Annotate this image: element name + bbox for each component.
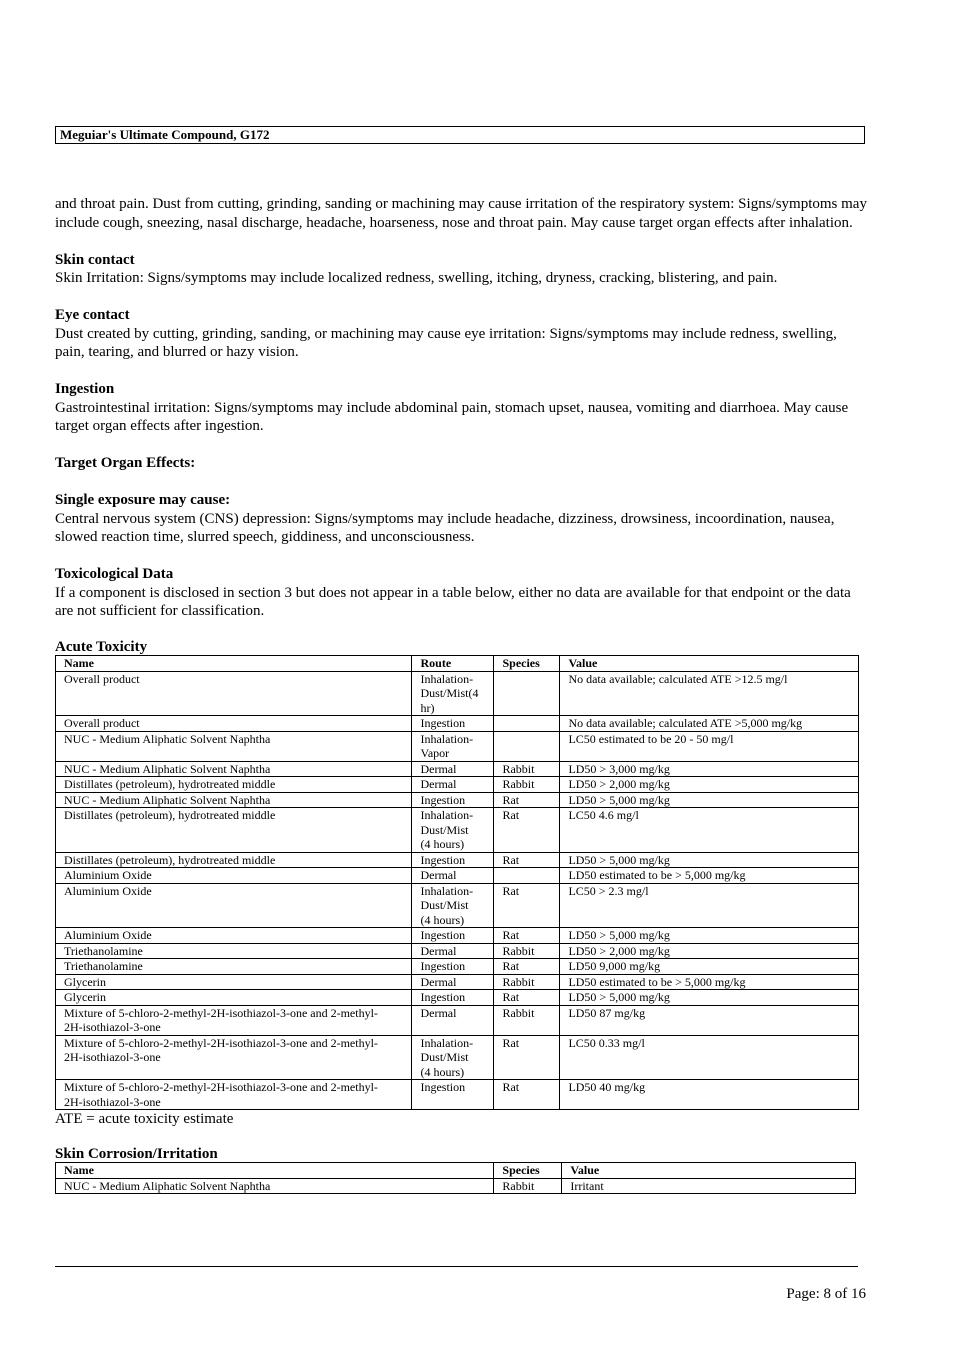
- cell-name: Mixture of 5-chloro-2-methyl-2H-isothiazol-3-one and 2-methyl- 2H-isothiazol-3-one: [56, 1005, 412, 1035]
- cell-species: Rabbit: [494, 1178, 562, 1194]
- cell-species: Rabbit: [494, 1005, 560, 1035]
- table-row: [56, 943, 859, 959]
- tox-data-heading: Toxicological Data: [55, 566, 174, 582]
- cell-route: Dermal: [412, 943, 494, 959]
- cell-name: Aluminium Oxide: [56, 883, 412, 928]
- cell-name: Overall product: [56, 716, 412, 732]
- skin-corrosion-section: [55, 1146, 870, 1194]
- skin-contact-section: [55, 251, 870, 288]
- cell-value: No data available; calculated ATE >5,000 mg/kg: [560, 716, 859, 732]
- cell-species: Rabbit: [494, 974, 560, 990]
- skin-corrosion-rows: [56, 1178, 856, 1194]
- cell-route: Inhalation- Vapor: [412, 731, 494, 761]
- cell-name: Distillates (petroleum), hydrotreated middle: [56, 808, 412, 853]
- table-row: [56, 808, 859, 853]
- cell-species: [494, 716, 560, 732]
- cell-value: LD50 9,000 mg/kg: [560, 959, 859, 975]
- ate-footnote: ATE = acute toxicity estimate: [55, 1111, 234, 1127]
- cell-value: LD50 > 2,000 mg/kg: [560, 943, 859, 959]
- ingestion-section: [55, 380, 870, 436]
- table-row: [56, 852, 859, 868]
- column-header-route: Route: [412, 656, 494, 672]
- table-row: [56, 671, 859, 716]
- table-row: [56, 974, 859, 990]
- table-row: [56, 883, 859, 928]
- ingestion-text: Gastrointestinal irritation: Signs/symptoms may include abdominal pain, stomach upset, nausea, vomiting and diarrhoea. May cause target organ effects after ingestion.: [55, 399, 849, 434]
- column-header-value: Value: [560, 656, 859, 672]
- cell-value: LD50 > 5,000 mg/kg: [560, 990, 859, 1006]
- cell-value: LC50 estimated to be 20 - 50 mg/l: [560, 731, 859, 761]
- skin-corrosion-table: [55, 1162, 856, 1194]
- cell-value: LD50 87 mg/kg: [560, 1005, 859, 1035]
- table-row: [56, 731, 859, 761]
- eye-contact-text: Dust created by cutting, grinding, sanding, or machining may cause eye irritation: Signs/symptoms may include redness, swelling, pain, tearing, and blurred or hazy vision.: [55, 325, 837, 360]
- cell-value: LC50 > 2.3 mg/l: [560, 883, 859, 928]
- cell-route: Ingestion: [412, 716, 494, 732]
- cell-species: Rat: [494, 792, 560, 808]
- table-row: [56, 990, 859, 1006]
- cell-name: NUC - Medium Aliphatic Solvent Naphtha: [56, 731, 412, 761]
- table-row: [56, 1035, 859, 1080]
- cell-name: NUC - Medium Aliphatic Solvent Naphtha: [56, 792, 412, 808]
- cell-species: Rat: [494, 808, 560, 853]
- target-organ-heading: Target Organ Effects:: [55, 455, 196, 471]
- cell-value: LC50 4.6 mg/l: [560, 808, 859, 853]
- document-body: [55, 195, 870, 1194]
- tox-data-text: If a component is disclosed in section 3 but does not appear in a table below, either no data are available for that endpoint or the data are not sufficient for classification.: [55, 584, 851, 619]
- cell-species: [494, 731, 560, 761]
- cell-species: Rat: [494, 1080, 560, 1110]
- tox-data-section: [55, 565, 870, 621]
- cell-value: Irritant: [562, 1178, 856, 1194]
- footer-divider: [55, 1266, 858, 1267]
- eye-contact-section: [55, 306, 870, 362]
- cell-route: Ingestion: [412, 990, 494, 1006]
- single-exposure-text: Central nervous system (CNS) depression: Signs/symptoms may include headache, dizziness, drowsiness, incoordination, nausea, slowed reaction time, slurred speech, giddiness, and unconsciousness.: [55, 510, 835, 545]
- column-header-name: Name: [56, 656, 412, 672]
- table-row: [56, 868, 859, 884]
- cell-route: Ingestion: [412, 852, 494, 868]
- cell-species: [494, 671, 560, 716]
- cell-route: Ingestion: [412, 1080, 494, 1110]
- table-row: [56, 761, 859, 777]
- cell-species: [494, 868, 560, 884]
- table-row: [56, 777, 859, 793]
- table-header-row: [56, 656, 859, 672]
- cell-name: Distillates (petroleum), hydrotreated middle: [56, 852, 412, 868]
- cell-species: Rat: [494, 852, 560, 868]
- cell-route: Inhalation- Dust/Mist (4 hours): [412, 808, 494, 853]
- cell-value: LD50 > 3,000 mg/kg: [560, 761, 859, 777]
- table-row: [56, 1005, 859, 1035]
- table-row: [56, 928, 859, 944]
- cell-species: Rabbit: [494, 943, 560, 959]
- cell-name: Triethanolamine: [56, 959, 412, 975]
- cell-species: Rabbit: [494, 761, 560, 777]
- table-row: [56, 1178, 856, 1194]
- cell-species: Rat: [494, 1035, 560, 1080]
- cell-value: LD50 > 5,000 mg/kg: [560, 792, 859, 808]
- cell-route: Dermal: [412, 1005, 494, 1035]
- cell-route: Dermal: [412, 761, 494, 777]
- cell-name: Glycerin: [56, 974, 412, 990]
- cell-name: Aluminium Oxide: [56, 868, 412, 884]
- cell-value: LD50 estimated to be > 5,000 mg/kg: [560, 974, 859, 990]
- table-row: [56, 1080, 859, 1110]
- acute-toxicity-section: [55, 639, 870, 1128]
- cell-value: LC50 0.33 mg/l: [560, 1035, 859, 1080]
- product-title: Meguiar's Ultimate Compound, G172: [60, 127, 270, 142]
- cell-species: Rabbit: [494, 777, 560, 793]
- page-number: Page: 8 of 16: [786, 1286, 866, 1302]
- cell-name: Mixture of 5-chloro-2-methyl-2H-isothiazol-3-one and 2-methyl- 2H-isothiazol-3-one: [56, 1035, 412, 1080]
- cell-value: LD50 > 5,000 mg/kg: [560, 852, 859, 868]
- cell-species: Rat: [494, 959, 560, 975]
- cell-species: Rat: [494, 928, 560, 944]
- column-header-species: Species: [494, 656, 560, 672]
- cell-name: Glycerin: [56, 990, 412, 1006]
- cell-name: Aluminium Oxide: [56, 928, 412, 944]
- cell-route: Inhalation- Dust/Mist (4 hours): [412, 1035, 494, 1080]
- cell-route: Ingestion: [412, 928, 494, 944]
- cell-value: No data available; calculated ATE >12.5 mg/l: [560, 671, 859, 716]
- document-header: [55, 126, 865, 144]
- skin-corrosion-title: Skin Corrosion/Irritation: [55, 1146, 218, 1162]
- acute-toxicity-title: Acute Toxicity: [55, 639, 148, 655]
- column-header-species: Species: [494, 1163, 562, 1179]
- table-row: [56, 716, 859, 732]
- cell-name: Overall product: [56, 671, 412, 716]
- skin-contact-text: Skin Irritation: Signs/symptoms may include localized redness, swelling, itching, dryness, cracking, blistering, and pain.: [55, 270, 778, 286]
- cell-route: Dermal: [412, 974, 494, 990]
- acute-toxicity-table: [55, 655, 859, 1110]
- cell-route: Inhalation- Dust/Mist (4 hours): [412, 883, 494, 928]
- column-header-value: Value: [562, 1163, 856, 1179]
- table-header-row: [56, 1163, 856, 1179]
- cell-route: Dermal: [412, 777, 494, 793]
- cell-species: Rat: [494, 990, 560, 1006]
- ingestion-heading: Ingestion: [55, 381, 115, 397]
- intro-paragraph: and throat pain. Dust from cutting, grinding, sanding or machining may cause irritation of the respiratory system: Signs/symptoms may include cough, sneezing, nasal discharge, headache, hoarseness, nose and throat pain. May cause target organ effects after inhalation.: [55, 196, 867, 231]
- table-row: [56, 792, 859, 808]
- cell-value: LD50 > 2,000 mg/kg: [560, 777, 859, 793]
- skin-contact-heading: Skin contact: [55, 251, 135, 268]
- cell-value: LD50 > 5,000 mg/kg: [560, 928, 859, 944]
- cell-name: Mixture of 5-chloro-2-methyl-2H-isothiazol-3-one and 2-methyl- 2H-isothiazol-3-one: [56, 1080, 412, 1110]
- cell-route: Inhalation- Dust/Mist(4 hr): [412, 671, 494, 716]
- table-row: [56, 959, 859, 975]
- cell-name: Triethanolamine: [56, 943, 412, 959]
- cell-route: Dermal: [412, 868, 494, 884]
- cell-name: Distillates (petroleum), hydrotreated middle: [56, 777, 412, 793]
- eye-contact-heading: Eye contact: [55, 307, 130, 323]
- cell-value: LD50 estimated to be > 5,000 mg/kg: [560, 868, 859, 884]
- cell-name: NUC - Medium Aliphatic Solvent Naphtha: [56, 761, 412, 777]
- cell-route: Ingestion: [412, 792, 494, 808]
- acute-toxicity-rows: [56, 671, 859, 1110]
- single-exposure-heading: Single exposure may cause:: [55, 492, 231, 508]
- single-exposure-section: [55, 491, 870, 547]
- column-header-name: Name: [56, 1163, 494, 1179]
- cell-species: Rat: [494, 883, 560, 928]
- cell-name: NUC - Medium Aliphatic Solvent Naphtha: [56, 1178, 494, 1194]
- cell-route: Ingestion: [412, 959, 494, 975]
- cell-value: LD50 40 mg/kg: [560, 1080, 859, 1110]
